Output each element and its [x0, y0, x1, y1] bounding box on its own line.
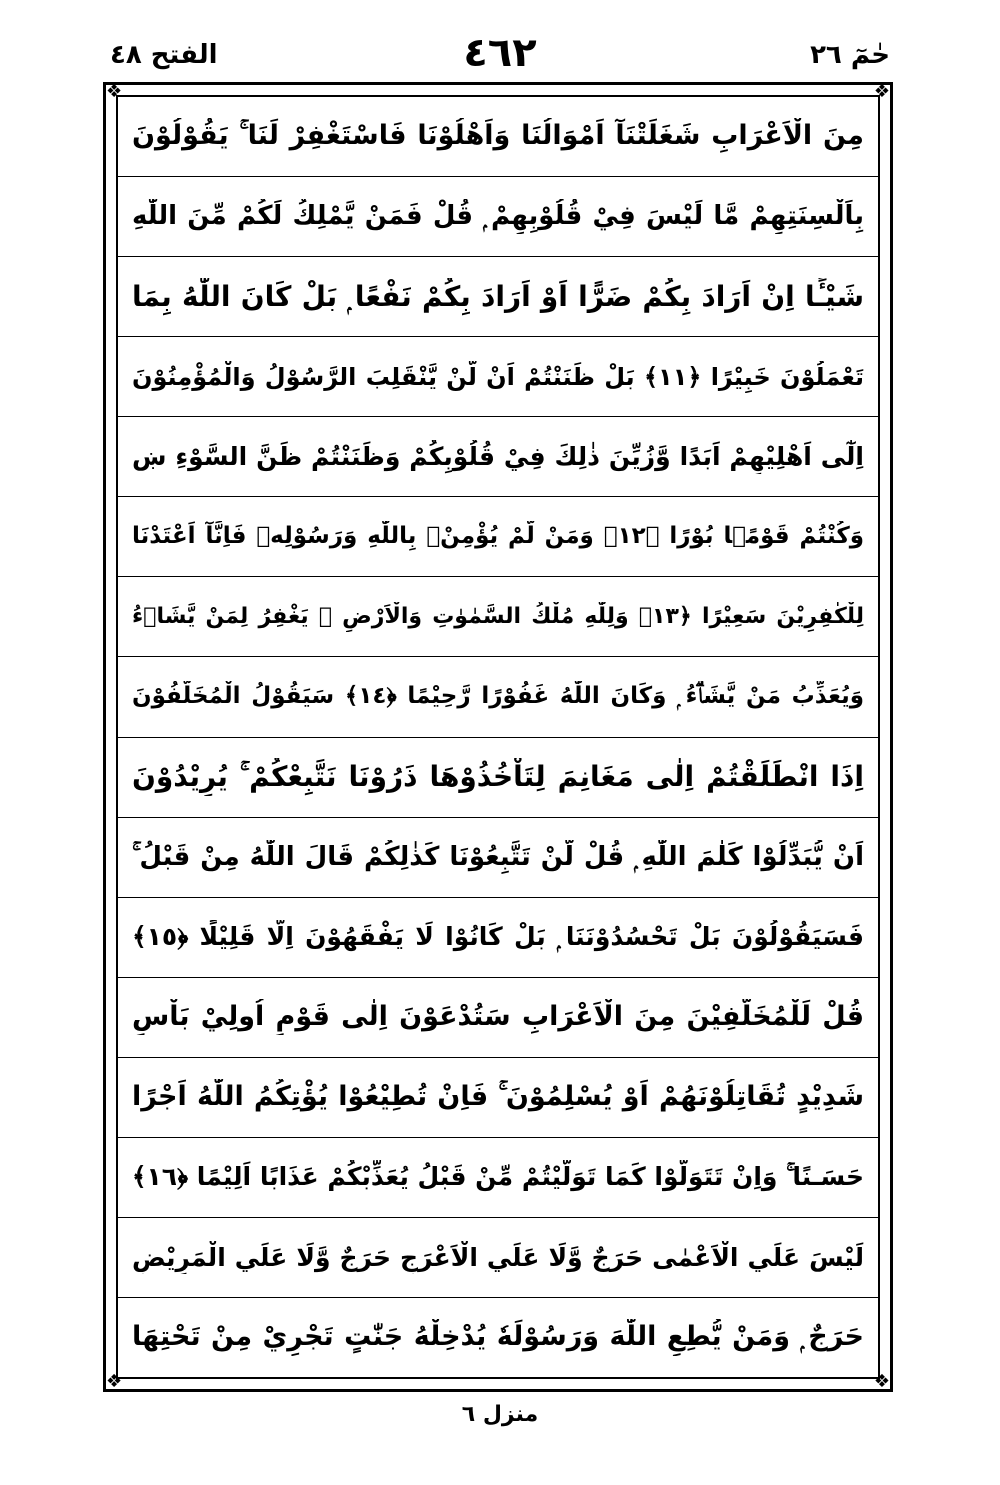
page-frame [103, 82, 893, 1392]
text-block [116, 95, 880, 1379]
verse-line [118, 978, 878, 1058]
verse-line-text: قُلْ لِّلْمُخَلَّفِيْنَ مِنَ الْاَعْرَابِ سَتُدْعَوْنَ اِلٰى قَوْمٍ اُولِيْ بَاْسٍ [132, 1001, 864, 1032]
corner-ornament-icon: ❖ [106, 1371, 123, 1392]
corner-ornament-icon: ❖ [873, 81, 890, 102]
verse-line [118, 657, 878, 737]
verse-line-text: وَكُنْتُمْ قَوْمًۢا بُوْرًا ﴿١٢﴾ وَمَنْ لَّمْ يُؤْمِنْۢ بِاللّٰهِ وَرَسُوْلِهٖ فَاِنَّآ اَعْتَدْنَا [132, 523, 864, 550]
verse-line [118, 1298, 878, 1377]
page-header [110, 30, 890, 82]
verse-line-text: فَسَيَقُوْلُوْنَ بَلْ تَحْسُدُوْنَنَا ۭ بَلْ كَانُوْا لَا يَفْقَهُوْنَ اِلَّا قَلِيْلًا ﴿١٥﴾ [132, 922, 864, 952]
verse-line [118, 1058, 878, 1138]
verse-line-text: وَيُعَذِّبُ مَنْ يَّشَاۗءُ ۭ وَكَانَ اللّٰهُ غَفُوْرًا رَّحِيْمًا ﴿١٤﴾ سَيَقُوْلُ الْمُخَلَّفُوْنَ [132, 683, 864, 710]
verse-line-text: لَيْسَ عَلَي الْاَعْمٰى حَرَجٌ وَّلَا عَلَي الْاَعْرَجِ حَرَجٌ وَّلَا عَلَي الْمَرِيْضِ [132, 1242, 864, 1272]
corner-ornament-icon: ❖ [873, 1371, 890, 1392]
verse-line-text: شَدِيْدٍ تُقَاتِلُوْنَهُمْ اَوْ يُسْلِمُوْنَ ۚ فَاِنْ تُطِيْعُوْا يُؤْتِكُمُ اللّٰهُ اَجْرًا [132, 1081, 864, 1113]
verse-line [118, 497, 878, 577]
verse-line [118, 177, 878, 257]
verse-line-text: حَسَـنًا ۚ وَاِنْ تَتَوَلَّوْا كَمَا تَوَلَّيْتُمْ مِّنْ قَبْلُ يُعَذِّبْكُمْ عَذَابًا اَلِيْمًا ﴿١٦﴾ [132, 1162, 864, 1192]
verse-line [118, 577, 878, 657]
verse-line [118, 257, 878, 337]
verse-line [118, 898, 878, 978]
corner-ornament-icon: ❖ [106, 81, 123, 102]
verse-line [118, 818, 878, 898]
verse-line [118, 337, 878, 417]
verse-line-text: تَعْمَلُوْنَ خَبِيْرًا ﴿١١﴾ بَلْ ظَنَنْتُمْ اَنْ لَّنْ يَّنْقَلِبَ الرَّسُوْلُ وَالْمُؤْمِنُوْنَ [132, 362, 864, 391]
verse-line-text: اِلٰٓى اَهْلِيْهِمْ اَبَدًا وَّزُيِّنَ ذٰلِكَ فِيْ قُلُوْبِكُمْ وَظَنَنْتُمْ ظَنَّ السَّوْءِ ښ [132, 441, 864, 471]
verse-line [118, 1218, 878, 1298]
verse-line-text: بِاَلْسِنَتِهِمْ مَّا لَيْسَ فِيْ قُلُوْبِهِمْ ۭ قُلْ فَمَنْ يَّمْلِكُ لَكُمْ مِّنَ اللّٰهِ [132, 201, 864, 232]
juz-label: حٰمٓ ٢٦ [810, 40, 890, 70]
verse-line-text: اِذَا انْطَلَقْتُمْ اِلٰى مَغَانِمَ لِتَاْخُذُوْهَا ذَرُوْنَا نَتَّبِعْكُمْ ۚ يُرِيْدُوْنَ [132, 760, 864, 794]
verse-line [118, 417, 878, 497]
manzil-footer: منزل ٦ [461, 1402, 539, 1427]
page-number: ٤٦٢ [463, 30, 537, 76]
verse-line-text: شَيْـًٔا اِنْ اَرَادَ بِكُمْ ضَرًّا اَوْ اَرَادَ بِكُمْ نَفْعًا ۭ بَلْ كَانَ اللّٰهُ بِمَا [132, 279, 864, 313]
verse-line-text: اَنْ يُّبَدِّلُوْا كَلٰمَ اللّٰهِ ۭ قُلْ لَّنْ تَتَّبِعُوْنَا كَذٰلِكُمْ قَالَ اللّٰهُ مِنْ قَبْلُ ۚ [132, 841, 864, 872]
verse-line [118, 97, 878, 177]
surah-label: الفتح ٤٨ [110, 40, 218, 70]
verse-line-text: مِنَ الْاَعْرَابِ شَغَلَتْنَآ اَمْوَالُنَا وَاَهْلُوْنَا فَاسْتَغْفِرْ لَنَا ۚ يَقُوْلُوْنَ [132, 120, 864, 152]
verse-line [118, 1138, 878, 1218]
verse-line-text: حَرَجٌ ۭ وَمَنْ يُّطِعِ اللّٰهَ وَرَسُوْلَهٗ يُدْخِلْهُ جَنّٰتٍ تَجْرِيْ مِنْ تَحْتِهَا [132, 1321, 864, 1353]
verse-line-text: لِلْكٰفِرِيْنَ سَعِيْرًا ﴿١٣﴾ وَلِلّٰهِ مُلْكُ السَّمٰوٰتِ وَالْاَرْضِ ۭ يَغْفِرُ لِمَنْ يَّشَاۗءُ [132, 604, 864, 630]
verse-line [118, 738, 878, 818]
